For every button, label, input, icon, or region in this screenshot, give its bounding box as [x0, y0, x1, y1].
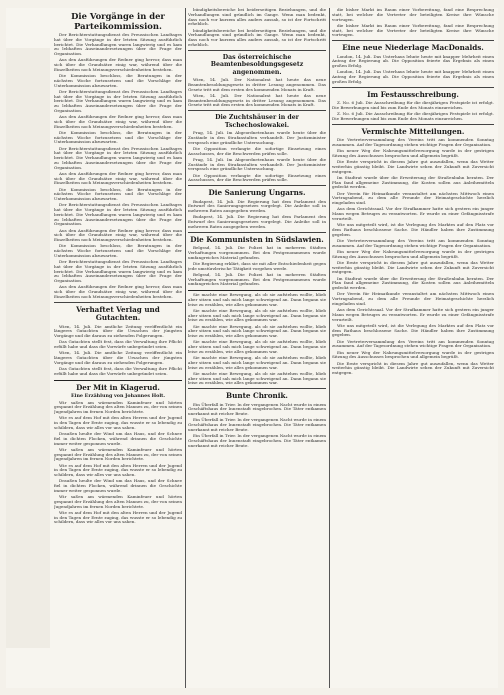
headline: Bunte Chronik. — [226, 391, 288, 400]
article-paragraph: Prag, 14. Juli. Im Abgeordnetenhaus wurde heute über die Zustände in den Strafanstalten verhandelt. Der Justizminister versprach eine gründliche Untersuchung. — [188, 130, 326, 145]
headline: Die Kommunisten in Südslawien. — [190, 234, 324, 244]
article-paragraph: Der Berichterstattungsdienst des Preussischen Landtages hat über die Vorgänge in der letzten Sitzung ausführlich berichtet. Die Verhandlungen waren langwierig und es kam zu lebhaften Auseinandersetzungen über die Frage der Organisation. — [54, 32, 182, 56]
column-rule — [185, 8, 186, 688]
feuilleton-divider — [54, 380, 182, 381]
article-paragraph: Wien, 14. Juli. Die amtliche Zeitung veröffentlicht ein längeres Gutachten über die Ursachen der jüngsten Vorgänge und die daraus zu ziehenden Folgerungen. — [54, 350, 182, 365]
section-divider — [188, 388, 326, 389]
article-paragraph: Sie machte eine Bewegung, als ob sie aufstehen wollte, blieb aber sitzen und sah mich lange schweigend an. Dann begann sie leise zu erzählen, wie alles gekommen war. — [188, 355, 326, 370]
article-paragraph: Aus den Ausführungen der Redner ging hervor, dass man sich über die Grundsätze einig war, während über die Einzelheiten noch Meinungsverschiedenheiten bestehen. — [54, 170, 182, 186]
article-paragraph: Ein Überfall in Trier. In der vergangenen Nacht wurde in einem Geschäftshaus der Innenstadt eingebrochen. Die Täter entkamen unerkannt mit reicher Beute. — [188, 433, 326, 448]
article-paragraph: bündigkeitsbereiche bei beiderseitigen Beziehungen, und die Verhandlungen sind gründlich im Gange. Wenn man bedenkt, dass noch vor kurzem alles anders aussah, so ist der Fortschritt erheblich. — [188, 8, 326, 27]
article-paragraph: Der Verein für Heimatkunde veranstaltet am nächsten Mittwoch einen Vortragsabend, zu dem alle Freunde der Heimatgeschichte herzlich eingeladen sind. — [332, 190, 494, 205]
article-paragraph: Sie machte eine Bewegung, als ob sie aufstehen wollte, blieb aber sitzen und sah mich lange schweigend an. Dann begann sie leise zu erzählen, wie alles gekommen war. — [188, 370, 326, 386]
article-paragraph: Die Ernte verspricht in diesem Jahre gut auszufallen, wenn das Wetter weiterhin günstig bleibt. Die Landwirte sehen der Zukunft mit Zuversicht entgegen. — [332, 259, 494, 275]
article-paragraph: Belgrad, 14. Juli. Die Polizei hat in mehreren Städten Verhaftungen vorgenommen. Bei den Festgenommenen wurde umfangreiches Material gefunden. — [188, 271, 326, 287]
headline: Eine neue Niederlage MacDonalds. — [342, 43, 484, 52]
headline: Die Sanierung Ungarns. — [208, 188, 306, 197]
article-paragraph: Die Kommission beschloss, die Beratungen in der nächsten Woche fortzusetzen und die Vorschläge der Unterkommission abzuwarten. — [54, 243, 182, 258]
article-paragraph: Im Stadtrat wurde über die Erweiterung der Straßenbahn beraten. Der Plan fand allgemeine Zustimmung, die Kosten sollen aus Anleihemitteln gedeckt werden. — [332, 275, 494, 290]
article-paragraph: Ein neuer Weg der Nahrungsmittelversorgung wurde in der gestrigen Sitzung des Ausschusses besprochen und allgemein begrüßt. — [332, 349, 494, 360]
article-paragraph: Wir saßen am wärmenden Kaminfeuer und hörten gespannt der Erzählung des alten Mannes zu, der von seinen Jugendjahren im fernen Norden berichtete. — [54, 446, 182, 462]
article-paragraph: Sie machte eine Bewegung, als ob sie aufstehen wollte, blieb aber sitzen und sah mich lange schweigend an. Dann begann sie leise zu erzählen, wie alles gekommen war. — [188, 323, 326, 338]
article-paragraph: Wir saßen am wärmenden Kaminfeuer und hörten gespannt der Erzählung des alten Mannes zu, der von seinen Jugendjahren im fernen Norden berichtete. — [54, 399, 182, 415]
newspaper-page — [6, 8, 498, 688]
section-divider — [188, 232, 326, 233]
article-paragraph: Die Kommission beschloss, die Beratungen in der nächsten Woche fortzusetzen und die Vorschläge der Unterkommission abzuwarten. — [54, 73, 182, 88]
headline: Verhaftet Verlag und Gutachten. — [76, 304, 160, 322]
article-paragraph: Die Ernte verspricht in diesem Jahre gut auszufallen, wenn das Wetter weiterhin günstig bleibt. Die Landwirte sehen der Zukunft mit Zuversicht entgegen. — [332, 159, 494, 174]
article-paragraph: Z. No. 6 Juli. Die Ausschreibung für die diesjährigen Festspiele ist erfolgt. Die Bewerbungen sind bis zum Ende des Monats einzureichen. — [332, 111, 494, 121]
article-paragraph: Das Gutachten stellt fest, dass die Verwaltung ihre Pflicht erfüllt habe und dass die Vorwürfe unbegründet seien. — [54, 339, 182, 349]
article-paragraph: Der Berichterstattungsdienst des Preussischen Landtages hat über die Vorgänge in der letzten Sitzung ausführlich berichtet. Die Verhandlungen waren langwierig und es kam zu lebhaften Auseinandersetzungen über die Frage der Organisation. — [54, 145, 182, 170]
headline: Vermischte Mitteilungen. — [361, 126, 465, 136]
section-divider — [332, 87, 494, 88]
article-paragraph: Aus dem Gerichtssaal. Vor der Strafkammer hatte sich gestern ein junger Mann wegen Betruges zu verantworten. Er wurde zu einer Gefängnisstrafe verurteilt. — [332, 307, 494, 322]
article-paragraph: Budapest, 14. Juli. Die Regierung hat dem Parlament den Entwurf des Sanierungsgesetzes vorgelegt. Die Anleihe soll in mehreren Raten ausgegeben werden. — [188, 198, 326, 213]
article-paragraph: Die Regierung erklärt, dass sie mit aller Entschiedenheit gegen jede umstürzlerische Tätigkeit vorgehen werde. — [188, 260, 326, 271]
article-paragraph: Z. No. 6 Juli. Die Ausschreibung für die diesjährigen Festspiele ist erfolgt. Die Bewerbungen sind bis zum Ende des Monats einzureichen. — [332, 100, 494, 110]
article-paragraph: Ein neuer Weg der Nahrungsmittelversorgung wurde in der gestrigen Sitzung des Ausschusses besprochen und allgemein begrüßt. — [332, 248, 494, 259]
article-paragraph: Die Kommission beschloss, die Beratungen in der nächsten Woche fortzusetzen und die Vorschläge der Unterkommission abzuwarten. — [54, 186, 182, 201]
article-paragraph: Aus den Ausführungen der Redner ging hervor, dass man sich über die Grundsätze einig war, während über die Einzelheiten noch Meinungsverschiedenheiten bestehen. — [54, 114, 182, 129]
article-paragraph: Die Opposition verlangte die sofortige Einsetzung eines Ausschusses, der die Beschwerden prüfen solle. — [188, 172, 326, 183]
section-divider — [188, 185, 326, 186]
column-1 — [54, 8, 182, 688]
article-paragraph: Prag, 14. Juli. Im Abgeordnetenhaus wurde heute über die Zustände in den Strafanstalten verhandelt. Der Justizminister versprach eine gründliche Untersuchung. — [188, 156, 326, 172]
section-divider — [54, 302, 182, 303]
article-paragraph: Budapest, 14. Juli. Die Regierung hat dem Parlament den Entwurf des Sanierungsgesetzes vorgelegt. Die Anleihe soll in mehreren Raten ausgegeben werden. — [188, 214, 326, 229]
article-paragraph: Wie uns mitgeteilt wird, ist die Verlegung des Marktes auf den Platz vor dem Rathaus beschlossene Sache. Die Händler haben ihre Zustimmung gegeben. — [332, 322, 494, 338]
headline: Die Zuchtshäuser in der Tschechoslowakei. — [215, 114, 299, 129]
article-paragraph: Sie machte eine Bewegung, als ob sie aufstehen wollte, blieb aber sitzen und sah mich lange schweigend an. Dann begann sie leise zu erzählen, wie alles gekommen war. — [188, 339, 326, 354]
article-paragraph: London, 14. Juli. Das Unterhaus lehnte heute mit knapper Mehrheit einen Antrag der Regierung ab. Die Opposition feierte das Ergebnis als einen großen Erfolg. — [332, 69, 494, 84]
article-paragraph: Die Ernte verspricht in diesem Jahre gut auszufallen, wenn das Wetter weiterhin günstig bleibt. Die Landwirte sehen der Zukunft mit Zuversicht entgegen. — [332, 360, 494, 375]
article-paragraph: Das Gutachten stellt fest, dass die Verwaltung ihre Pflicht erfüllt habe und dass die Vorwürfe unbegründet seien. — [54, 366, 182, 376]
article-paragraph: Die Vertreterversammlung des Vereins tritt am kommenden Sonntag zusammen. Auf der Tagesordnung stehen wichtige Fragen der Organisation. — [332, 338, 494, 349]
article-paragraph: Die Opposition verlangte die sofortige Einsetzung eines Ausschusses, der die Beschwerden prüfen solle. — [188, 145, 326, 156]
headline: Im Festausschreibung. — [367, 89, 459, 99]
headline: Die Vorgänge in der Parteikommission. — [71, 11, 165, 31]
article-paragraph: Wien, 14. Juli. Der Nationalrat hat heute das neue Beamtenbesoldungsgesetz in dritter Lesung angenommen. Das Gesetz tritt mit dem ersten des kommenden Monats in Kraft. — [188, 77, 326, 92]
article-paragraph: Der Verein für Heimatkunde veranstaltet am nächsten Mittwoch einen Vortragsabend, zu dem alle Freunde der Heimatgeschichte herzlich eingeladen sind. — [332, 291, 494, 306]
article-paragraph: Der Berichterstattungsdienst des Preussischen Landtages hat über die Vorgänge in der letzten Sitzung ausführlich berichtet. Die Verhandlungen waren langwierig und es kam zu lebhaften Auseinandersetzungen über die Frage der Organisation. — [54, 202, 182, 227]
article-paragraph: Aus dem Gerichtssaal. Vor der Strafkammer hatte sich gestern ein junger Mann wegen Betruges zu verantworten. Er wurde zu einer Gefängnisstrafe verurteilt. — [332, 206, 494, 221]
article-paragraph: Draußen heulte der Wind um das Haus, und der Schnee fiel in dichten Flocken, während drinnen die Geschichte immer weiter gesponnen wurde. — [54, 478, 182, 493]
article-paragraph: Belgrad, 14. Juli. Die Polizei hat in mehreren Städten Verhaftungen vorgenommen. Bei den Festgenommenen wurde umfangreiches Material gefunden. — [188, 245, 326, 260]
section-divider — [188, 50, 326, 51]
article-paragraph: Wir saßen am wärmenden Kaminfeuer und hörten gespannt der Erzählung des alten Mannes zu, der von seinen Jugendjahren im fernen Norden berichtete. — [54, 494, 182, 509]
article-paragraph: Ein Überfall in Trier. In der vergangenen Nacht wurde in einem Geschäftshaus der Innenstadt eingebrochen. Die Täter entkamen unerkannt mit reicher Beute. — [188, 401, 326, 416]
scanned-margin — [6, 48, 50, 648]
article-paragraph: Wie es auf dem Hof mit den alten Herren und der Jugend in den Tagen der Ernte zuging, das wusste er so lebendig zu schildern, dass wir alles vor uns sahen. — [54, 509, 182, 525]
section-divider — [332, 124, 494, 125]
article-paragraph: Wien, 14. Juli. Die amtliche Zeitung veröffentlicht ein längeres Gutachten über die Ursachen der jüngsten Vorgänge und die daraus zu ziehenden Folgerungen. — [54, 323, 182, 338]
feuilleton-divider — [188, 290, 326, 291]
article-paragraph: London, 14. Juli. Das Unterhaus lehnte heute mit knapper Mehrheit einen Antrag der Regierung ab. Die Opposition feierte das Ergebnis als einen großen Erfolg. — [332, 53, 494, 68]
article-paragraph: Aus den Ausführungen der Redner ging hervor, dass man sich über die Grundsätze einig war, während über die Einzelheiten noch Meinungsverschiedenheiten bestehen. — [54, 227, 182, 242]
article-paragraph: Wie es auf dem Hof mit den alten Herren und der Jugend in den Tagen der Ernte zuging, das wusste er so lebendig zu schildern, dass wir alles vor uns sahen. — [54, 462, 182, 478]
article-paragraph: Im Stadtrat wurde über die Erweiterung der Straßenbahn beraten. Der Plan fand allgemeine Zustimmung, die Kosten sollen aus Anleihemitteln gedeckt werden. — [332, 174, 494, 190]
article-paragraph: Wien, 14. Juli. Der Nationalrat hat heute das neue Beamtenbesoldungsgesetz in dritter Lesung angenommen. Das Gesetz tritt mit dem ersten des kommenden Monats in Kraft. — [188, 92, 326, 108]
article-paragraph: Ein Überfall in Trier. In der vergangenen Nacht wurde in einem Geschäftshaus der Innenstadt eingebrochen. Die Täter entkamen unerkannt mit reicher Beute. — [188, 417, 326, 432]
article-paragraph: die bisher Markt im Raum einer Vorbereitung, fand eine Besprechung statt, bei welcher die Vertreter der beteiligten Kreise ihre Wünsche vortrugen. — [332, 22, 494, 38]
article-paragraph: Die Vertreterversammlung des Vereins tritt am kommenden Sonntag zusammen. Auf der Tagesordnung stehen wichtige Fragen der Organisation. — [332, 237, 494, 248]
column-rule — [329, 8, 330, 688]
article-paragraph: Ein neuer Weg der Nahrungsmittelversorgung wurde in der gestrigen Sitzung des Ausschusses besprochen und allgemein begrüßt. — [332, 148, 494, 158]
article-paragraph: Aus den Ausführungen der Redner ging hervor, dass man sich über die Grundsätze einig war, während über die Einzelheiten noch Meinungsverschiedenheiten bestehen. — [54, 57, 182, 72]
article-paragraph: Die Kommission beschloss, die Beratungen in der nächsten Woche fortzusetzen und die Vorschläge der Unterkommission abzuwarten. — [54, 129, 182, 145]
article-paragraph: Sie machte eine Bewegung, als ob sie aufstehen wollte, blieb aber sitzen und sah mich lange schweigend an. Dann begann sie leise zu erzählen, wie alles gekommen war. — [188, 292, 326, 307]
section-divider — [188, 110, 326, 111]
article-paragraph: Der Berichterstattungsdienst des Preussischen Landtages hat über die Vorgänge in der letzten Sitzung ausführlich berichtet. Die Verhandlungen waren langwierig und es kam zu lebhaften Auseinandersetzungen über die Frage der Organisation. — [54, 88, 182, 113]
article-paragraph: bündigkeitsbereiche bei beiderseitigen Beziehungen, und die Verhandlungen sind gründlich im Gange. Wenn man bedenkt, dass noch vor kurzem alles anders aussah, so ist der Fortschritt erheblich. — [188, 27, 326, 47]
article-paragraph: Wie uns mitgeteilt wird, ist die Verlegung des Marktes auf den Platz vor dem Rathaus beschlossene Sache. Die Händler haben ihre Zustimmung gegeben. — [332, 222, 494, 237]
article-paragraph: die bisher Markt im Raum einer Vorbereitung, fand eine Besprechung statt, bei welcher die Vertreter der beteiligten Kreise ihre Wünsche vortrugen. — [332, 8, 494, 22]
article-paragraph: Wie es auf dem Hof mit den alten Herren und der Jugend in den Tagen der Ernte zuging, das wusste er so lebendig zu schildern, dass wir alles vor uns sahen. — [54, 415, 182, 430]
column-3 — [332, 8, 494, 688]
column-2 — [188, 8, 326, 688]
article-paragraph: Die Vertreterversammlung des Vereins tritt am kommenden Sonntag zusammen. Auf der Tagesordnung stehen wichtige Fragen der Organisation. — [332, 137, 494, 147]
headline: Der Mit in Klagerud. — [76, 382, 160, 392]
article-paragraph: Draußen heulte der Wind um das Haus, und der Schnee fiel in dichten Flocken, während drinnen die Geschichte immer weiter gesponnen wurde. — [54, 431, 182, 446]
article-paragraph: Aus den Ausführungen der Redner ging hervor, dass man sich über die Grundsätze einig war, während über die Einzelheiten noch Meinungsverschiedenheiten bestehen. — [54, 284, 182, 299]
subheadline: Eine Erzählung von Johannes Holt. — [70, 393, 166, 399]
article-paragraph: Sie machte eine Bewegung, als ob sie aufstehen wollte, blieb aber sitzen und sah mich lange schweigend an. Dann begann sie leise zu erzählen, wie alles gekommen war. — [188, 307, 326, 323]
headline: Das österreichische Beamtenbesoldungsgesetz angenommen. — [210, 53, 304, 76]
article-paragraph: Der Berichterstattungsdienst des Preussischen Landtages hat über die Vorgänge in der letzten Sitzung ausführlich berichtet. Die Verhandlungen waren langwierig und es kam zu lebhaften Auseinandersetzungen über die Frage der Organisation. — [54, 259, 182, 283]
section-divider — [332, 40, 494, 41]
